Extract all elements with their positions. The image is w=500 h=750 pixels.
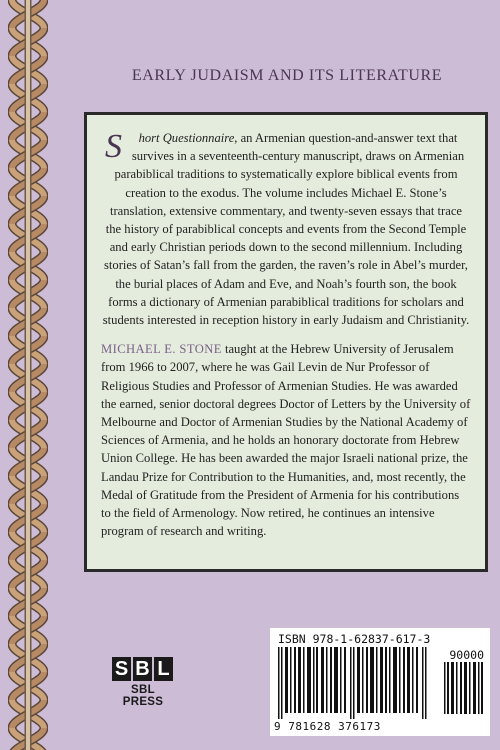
series-title: EARLY JUDAISM AND ITS LITERATURE — [131, 67, 443, 84]
description-body: , an Armenian question-and-answer text that survives in a seventeenth-century manuscript, draws on Armenian parabiblical traditions to systematically explore biblical events from creation to the exodus. The volume includes Michael E. Stone’s translation, extensive commentary, and twenty-seven essays that trace the history of parabiblical concepts and events from the Second Temple and early Christian periods down to the second millennium. Including stories of Satan’s fall from the garden, the raven’s role in Abel’s murder, the burial places of Adam and Eve, and Noah’s fourth son, the book forms a dictionary of Armenian parabiblical traditions for scholars and students interested in reception history in early Judaism and Christianity. — [102, 131, 470, 328]
author-name: MICHAEL E. STONE — [101, 342, 222, 357]
isbn-number: ISBN 978-1-62837-617-3 — [278, 632, 431, 646]
drop-cap: S — [105, 128, 122, 165]
price-code: 90000 — [449, 648, 484, 662]
author-bio — [101, 340, 471, 540]
book-description — [101, 129, 471, 329]
logo-text: SBL PRESS — [122, 684, 164, 708]
logo-letter: S — [112, 657, 131, 681]
ean-number: 9 781628 376173 — [274, 720, 381, 733]
description-box — [84, 112, 488, 572]
logo-letter: L — [154, 657, 173, 681]
price-barcode-bars — [444, 662, 484, 714]
isbn-barcode — [270, 628, 490, 736]
celtic-braid-border — [8, 0, 48, 750]
ean-barcode-bars — [278, 647, 430, 719]
logo-letter-blocks — [112, 657, 174, 681]
logo-letter: B — [133, 657, 152, 681]
book-title-italic: hort Questionnaire — [138, 131, 235, 145]
sbl-press-logo — [112, 657, 174, 708]
author-bio-text: taught at the Hebrew University of Jerusalem from 1966 to 2007, where he was Gail Levin de Nur Professor of Religious Studies and Professor of Armenian Studies. He was awarded the earned, senior doctoral degrees Doctor of Letters by the University of Melbourne and Doctor of Armenian Studies by the National Academy of Sciences of Armenia, and he holds an honorary doctorate from Hebrew Union College. He has been awarded the major Israeli national prize, the Landau Prize for Contribution to the Humanities, and, most recently, the Medal of Gratitude from the President of Armenia for his contributions to the field of Armenology. Now retired, he continues an intensive program of research and writing. — [101, 342, 471, 539]
